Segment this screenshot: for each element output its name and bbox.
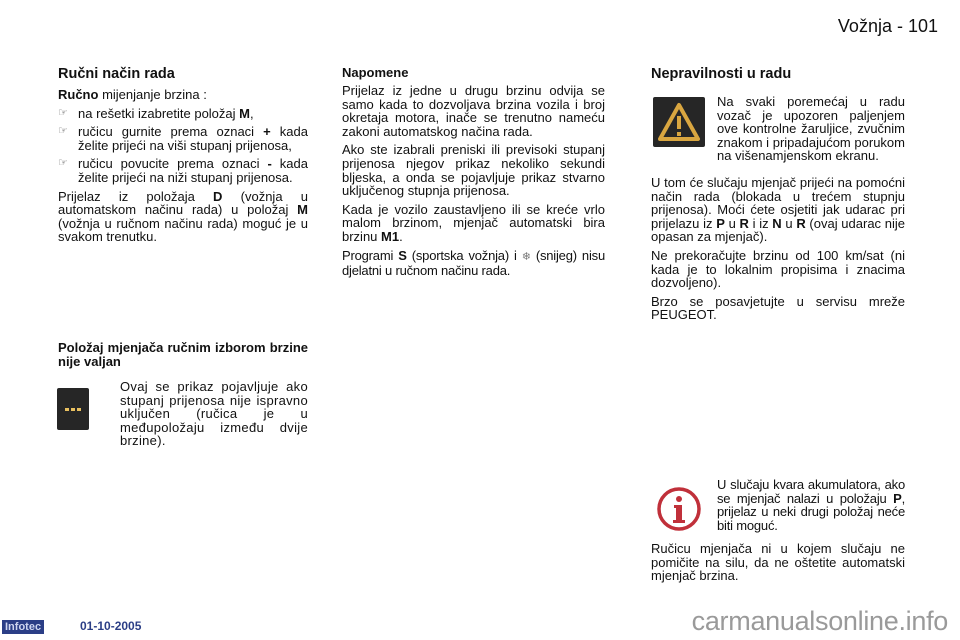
bold-term: R — [796, 215, 806, 231]
paragraph: Ne prekoračujte brzinu od 100 km/sat (ni kada je to lokalnim propisima i znacima dozvoljeno). — [651, 247, 905, 291]
text: na rešetki izabretite položaj — [78, 105, 240, 121]
bold-term: - — [267, 156, 272, 172]
text: U slučaju kvara akumulatora, ako se mjenjač nalazi u položaju — [717, 477, 905, 506]
infotec-logo: Infotec — [2, 620, 44, 634]
bold-term: M — [297, 202, 308, 218]
section-title-malfunctions: Nepravilnosti u radu — [651, 66, 792, 82]
bold-term: D — [213, 188, 223, 204]
bold-term: Ručno — [58, 87, 99, 102]
bold-term: P — [716, 215, 725, 231]
bold-term: P — [893, 490, 902, 506]
text: kada želite prijeći na niži stupanj prijenosa. — [78, 156, 308, 185]
invalid-gear-text: Ovaj se prikaz pojavljuje ako stupanj prijenosa nije ispravno uključen (ručica je u međupoložaju između dvije brzine). — [120, 379, 308, 449]
text: ručicu gurnite prema oznaci — [78, 124, 264, 140]
bold-term: M1 — [381, 228, 400, 244]
paragraph — [651, 176, 905, 244]
text: . — [399, 228, 403, 244]
bold-term: N — [772, 215, 782, 231]
pointing-hand-icon: ☞ — [58, 106, 68, 119]
text: Programi — [342, 247, 399, 263]
paragraph — [58, 190, 308, 244]
text: (snijeg) nisu djelatni u ručnom načinu rada. — [342, 247, 605, 279]
gear-indicator-display-icon — [57, 388, 89, 430]
info-icon — [655, 485, 703, 533]
info-text — [717, 478, 905, 532]
text: Kada je vozilo zaustavljeno ili se kreće vrlo malom brzinom, mjenjač automatski bira brzinu — [342, 201, 605, 244]
bold-term: + — [263, 124, 271, 140]
text: u — [724, 215, 740, 231]
right-column — [651, 66, 905, 88]
footer-date: 01-10-2005 — [80, 619, 142, 633]
text: (sportska vožnja) i — [406, 247, 522, 263]
right-column-body — [651, 176, 905, 327]
bold-term: M — [239, 105, 250, 121]
section-title-manual-mode: Ručni način rada — [58, 66, 175, 82]
text: , — [250, 105, 254, 121]
paragraph — [342, 249, 605, 278]
bold-term: S — [398, 247, 407, 263]
text: (vožnja u ručnom načinu rada) moguć je u svakom trenutku. — [58, 215, 308, 245]
intro-paragraph — [58, 88, 308, 102]
text: (vožnja u automatskom načinu rada) u položaj — [58, 188, 308, 218]
text: (ovaj udarac nije opasan za mjenjač). — [651, 215, 905, 245]
paragraph: Prijelaz iz jedne u drugu brzinu odvija se samo kada to dozvoljava brzina vozila i broj okretaja motora, inače se trenutno nameću zakoni automatskog načina rada. — [342, 83, 605, 139]
text: u — [781, 215, 797, 231]
snowflake-icon: ❄ — [521, 250, 531, 263]
text: Prijelaz iz položaja — [58, 188, 214, 204]
list-item — [58, 107, 308, 121]
text: U tom će slučaju mjenjač prijeći na pomoćni način rada (blokada u trećem stupnju prijenosa). Moći ćete osjetiti jak udarac pri prijelazu iz — [651, 175, 905, 231]
bold-term: R — [739, 215, 749, 231]
text: , prijelaz u neki drugi položaj neće biti moguć. — [717, 490, 905, 533]
text: kada želite prijeći na viši stupanj prijenosa, — [78, 124, 308, 153]
middle-column — [342, 66, 605, 283]
section-title-invalid-gear: Položaj mjenjača ručnim izborom brzine nije valjan — [58, 340, 308, 369]
section-title-notes: Napomene — [342, 65, 409, 80]
text: mijenjanje brzina : — [98, 87, 207, 102]
pointing-hand-icon: ☞ — [58, 125, 68, 138]
paragraph: Ako ste izabrali preniski ili previsoki stupanj prijenosa njegov prikaz nekoliko sekundi bljeska, a onda se pojavljuje prikaz stvarno uključenog stupnja prijenosa. — [342, 142, 605, 199]
paragraph: Brzo se posavjetujte u servisu mreže PEUGEOT. — [651, 293, 905, 323]
list-item — [58, 157, 308, 184]
warning-triangle-icon — [653, 97, 705, 147]
watermark: carmanualsonline.info — [691, 606, 948, 636]
text: i iz — [748, 215, 773, 231]
page-header-title: Vožnja - 101 — [837, 16, 938, 36]
left-column — [58, 66, 308, 249]
paragraph: Ručicu mjenjača ni u kojem slučaju ne pomičite na silu, da ne oštetite automatski mjenjač brzina. — [651, 541, 905, 584]
paragraph — [342, 203, 605, 244]
warning-text: Na svaki poremećaj u radu vozač je upozoren paljenjem ove kontrolne žaruljice, zvučnim znakom i pripadajućom porukom na višenamjenskom ekranu. — [717, 94, 905, 164]
text: ručicu povucite prema oznaci — [78, 156, 268, 172]
list-item — [58, 125, 308, 152]
pointing-hand-icon: ☞ — [58, 157, 68, 170]
invalid-gear-section — [58, 341, 308, 369]
